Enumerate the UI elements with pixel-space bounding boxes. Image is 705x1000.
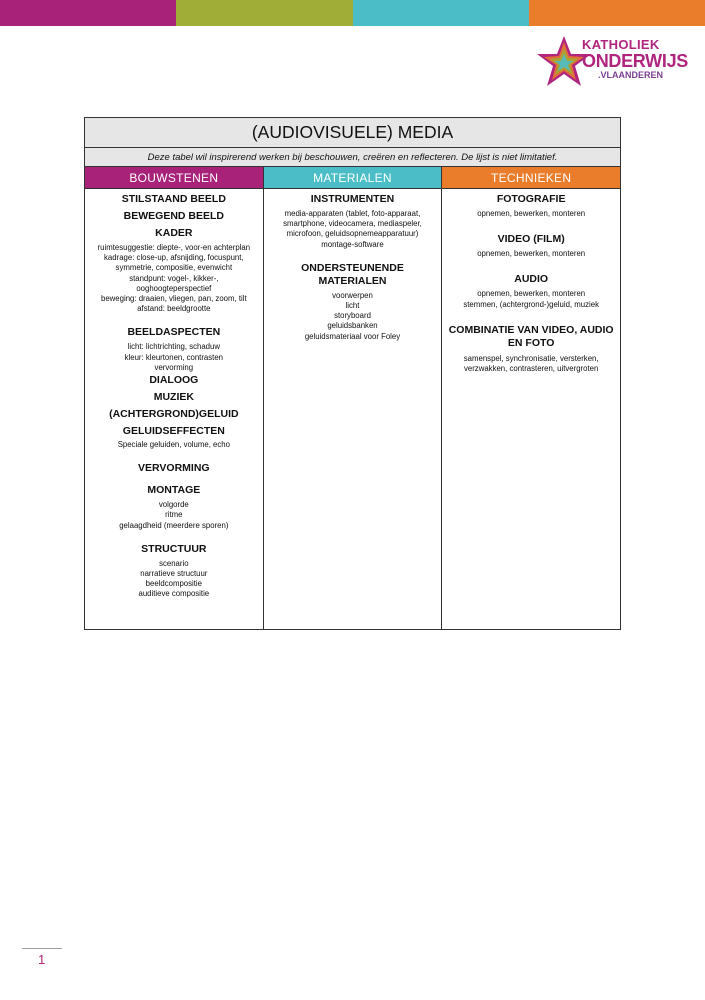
item-title: STRUCTUUR	[141, 542, 207, 555]
desc-line: licht	[345, 301, 360, 311]
item-title: MUZIEK	[153, 391, 194, 404]
title-line: COMBINATIE VAN VIDEO, AUDIO	[448, 323, 614, 336]
desc-line: ooghoogteperspectief	[136, 283, 212, 293]
title-line: EN FOTO	[507, 336, 555, 349]
desc-line: ruimtesuggestie: diepte-, voor-en achterplan	[97, 243, 251, 252]
materialen-column	[263, 189, 442, 630]
column-header-materialen: MATERIALEN	[263, 167, 442, 189]
item-title: ONDERSTEUNENDE MATERIALEN	[301, 261, 404, 287]
desc-line: standpunt: vogel-, kikker-,	[129, 273, 219, 283]
item-title: VERVORMING	[138, 462, 210, 475]
desc-line: gelaagdheid (meerdere sporen)	[119, 520, 229, 530]
item-title: (ACHTERGROND)GELUID	[109, 408, 239, 421]
desc-line: volgorde	[158, 500, 189, 510]
katholiek-onderwijs-logo	[534, 34, 688, 94]
desc-line: licht: lichtrichting, schaduw	[127, 342, 220, 352]
desc-line: opnemen, bewerken, monteren	[477, 289, 586, 299]
item-title: FOTOGRAFIE	[496, 193, 566, 205]
desc-line: narratieve structuur	[140, 569, 208, 579]
page-number: 1	[38, 952, 46, 967]
item-title: AUDIO	[514, 273, 549, 286]
desc-line: kleur: kleurtonen, contrasten	[124, 352, 224, 362]
item-title: DIALOOG	[149, 374, 199, 387]
technieken-column	[442, 189, 621, 630]
logo-line-3: .VLAANDEREN	[598, 70, 664, 80]
desc-line: geluidsmateriaal voor Foley	[304, 331, 401, 341]
footer-divider	[22, 948, 62, 949]
desc-line: stemmen, (achtergrond-)geluid, muziek	[463, 299, 599, 309]
color-bar-segment-4	[529, 0, 705, 26]
item-title: GELUIDSEFFECTEN	[122, 425, 225, 438]
item-desc	[91, 559, 257, 600]
item-desc	[91, 500, 257, 531]
item-desc: opnemen, bewerken, monteren	[477, 249, 586, 259]
logo-line-2: ONDERWIJS	[582, 51, 688, 71]
item-desc	[270, 209, 436, 250]
item-title: INSTRUMENTEN	[310, 193, 395, 205]
desc-line: auditieve compositie	[138, 589, 210, 599]
item-title: KADER	[155, 227, 193, 239]
item-title: VIDEO (FILM)	[497, 233, 565, 246]
item-desc	[91, 243, 257, 314]
desc-line: media-apparaten (tablet, foto-apparaat,	[284, 209, 421, 218]
desc-line: beweging: draaien, vliegen, pan, zoom, tilt	[101, 294, 247, 304]
desc-line: kadrage: close-up, afsnijding, focuspunt,	[104, 253, 244, 263]
item-title: STILSTAAND BEELD	[121, 193, 226, 205]
column-header-bouwstenen: BOUWSTENEN	[85, 167, 264, 189]
media-table	[84, 117, 621, 630]
item-desc	[448, 354, 614, 374]
item-title: MONTAGE	[147, 484, 201, 497]
color-bar-segment-2	[176, 0, 352, 26]
bouwstenen-column	[85, 189, 264, 630]
desc-line: voorwerpen	[332, 290, 373, 300]
item-title: BEELDASPECTEN	[127, 326, 221, 339]
color-bar-segment-3	[353, 0, 529, 26]
desc-line: symmetrie, compositie, evenwicht	[115, 263, 233, 273]
desc-line: storyboard	[334, 311, 371, 321]
item-desc: opnemen, bewerken, monteren	[477, 209, 586, 218]
desc-line: afstand: beeldgrootte	[137, 304, 211, 314]
desc-line: ritme	[165, 510, 183, 520]
item-title	[448, 324, 614, 350]
desc-line: geluidsbanken	[327, 321, 378, 331]
item-desc	[270, 291, 436, 342]
desc-line: montage-software	[321, 239, 384, 249]
table-intro: Deze tabel wil inspirerend werken bij beschouwen, creëren en reflecteren. De lijst is niet limitatief.	[85, 148, 621, 167]
column-header-technieken: TECHNIEKEN	[442, 167, 621, 189]
desc-line: beeldcompositie	[145, 579, 202, 589]
item-desc	[448, 289, 614, 309]
item-desc: Speciale geluiden, volume, echo	[117, 440, 230, 450]
desc-line: verzwakken, contrasteren, uitvergroten	[463, 364, 599, 374]
desc-line: smartphone, videocamera, mediaspeler,	[283, 219, 422, 229]
top-color-bar	[0, 0, 705, 26]
item-title: BEWEGEND BEELD	[123, 210, 224, 222]
color-bar-segment-1	[0, 0, 176, 26]
desc-line: vervorming	[154, 362, 194, 372]
item-desc	[91, 342, 257, 373]
desc-line: samenspel, synchronisatie, versterken,	[463, 353, 599, 363]
desc-line: microfoon, geluidsopnemeapparatuur)	[286, 229, 419, 239]
table-title: (AUDIOVISUELE) MEDIA	[85, 118, 621, 148]
logo-line-1: KATHOLIEK	[582, 37, 660, 52]
desc-line: scenario	[159, 558, 189, 568]
